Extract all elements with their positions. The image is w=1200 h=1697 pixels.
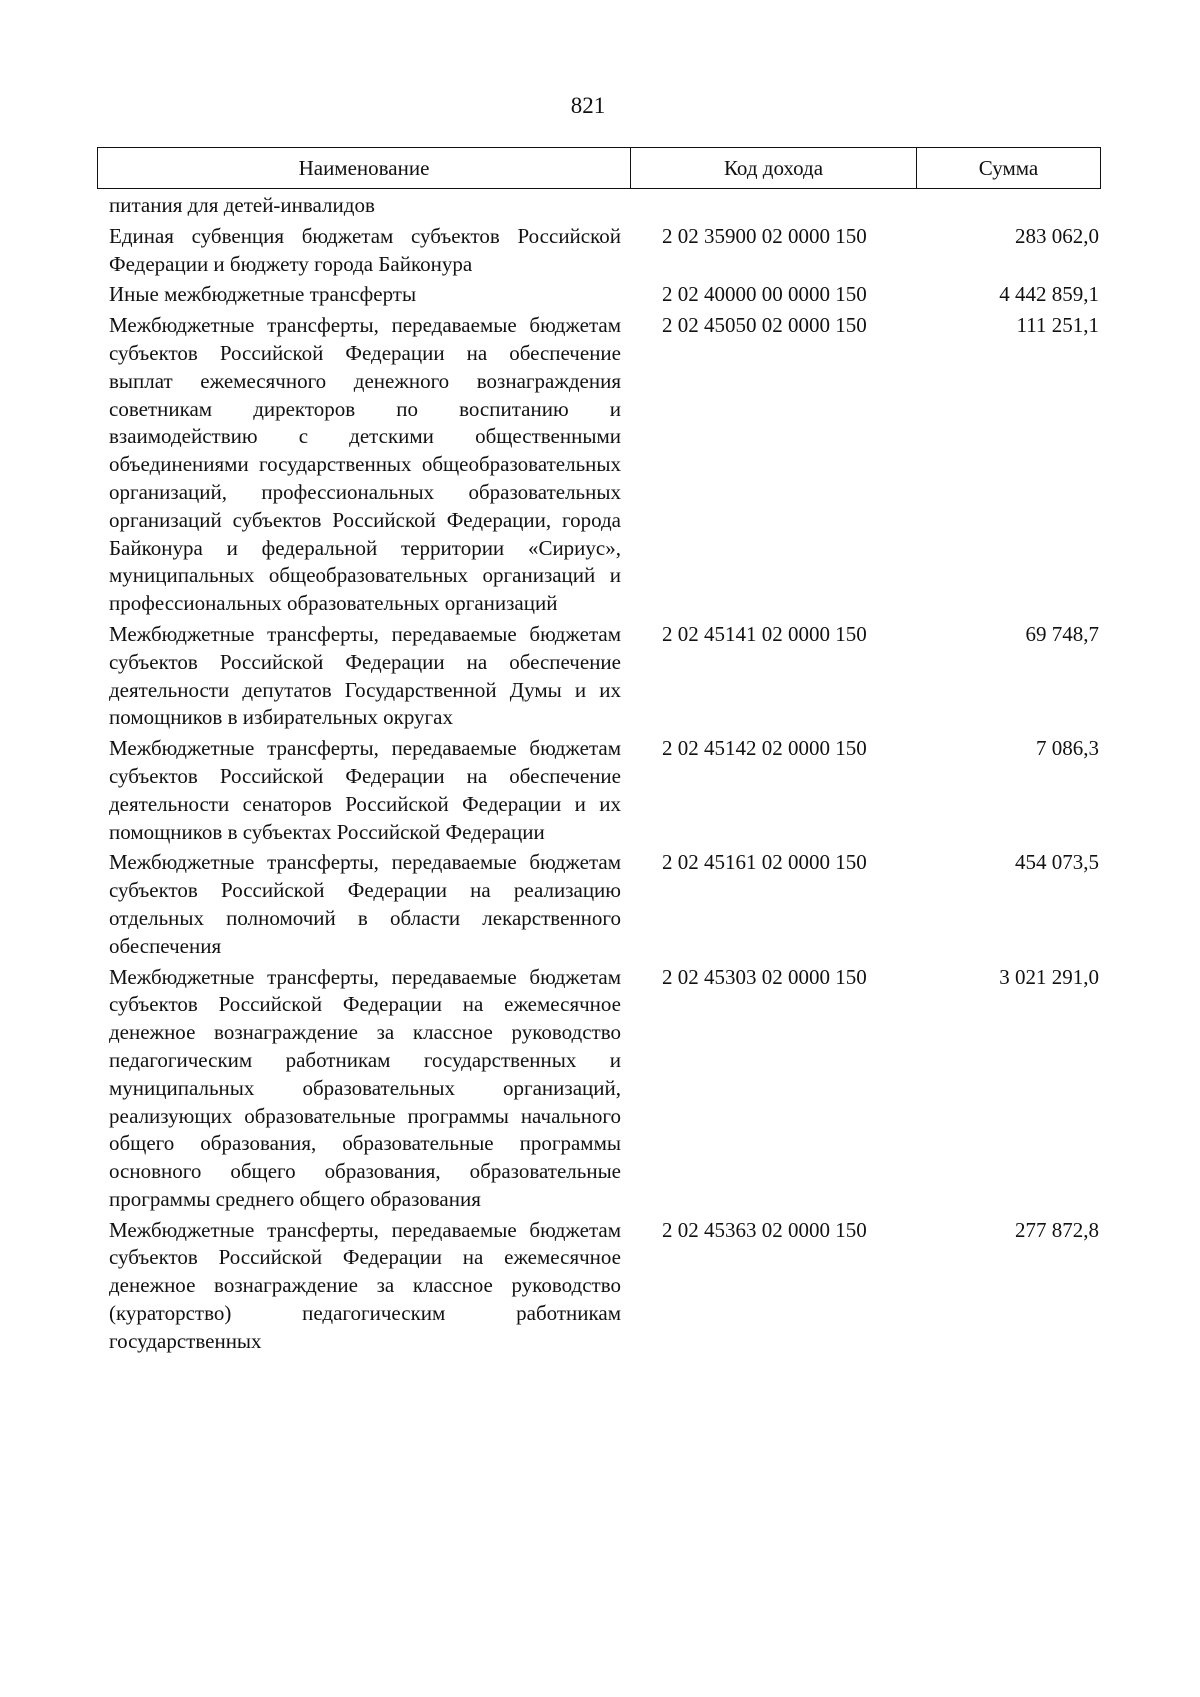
row-name: Межбюджетные трансферты, передаваемые бюджетам субъектов Российской Федерации на обеспечение деятельности депутатов Государственной Думы и их помощников в избирательных округах xyxy=(109,621,621,730)
row-code: 2 02 45142 02 0000 150 xyxy=(662,736,867,761)
row-sum: 111 251,1 xyxy=(1016,313,1099,338)
header-code: Код дохода xyxy=(631,148,917,188)
row-code: 2 02 40000 00 0000 150 xyxy=(662,282,867,307)
table-row xyxy=(109,192,1099,220)
row-code: 2 02 45050 02 0000 150 xyxy=(662,313,867,338)
row-sum: 277 872,8 xyxy=(1015,1217,1099,1242)
table-row xyxy=(109,621,1099,732)
row-sum: 69 748,7 xyxy=(1025,621,1099,646)
row-code: 2 02 45161 02 0000 150 xyxy=(662,850,867,875)
table-row xyxy=(109,964,1099,1214)
row-sum: 3 021 291,0 xyxy=(999,964,1099,989)
row-name: Единая субвенция бюджетам субъектов Российской Федерации и бюджету города Байконура xyxy=(109,223,621,276)
table-row xyxy=(109,1217,1099,1356)
row-sum: 7 086,3 xyxy=(1036,736,1099,761)
row-name: Межбюджетные трансферты, передаваемые бюджетам субъектов Российской Федерации на ежемесячное денежное вознаграждение за классное руководство (кураторство) педагогическим работникам государственных xyxy=(109,1217,621,1353)
table-header xyxy=(97,147,1101,189)
row-name: питания для детей-инвалидов xyxy=(109,193,375,217)
row-code: 2 02 45303 02 0000 150 xyxy=(662,964,867,989)
row-name: Межбюджетные трансферты, передаваемые бюджетам субъектов Российской Федерации на обеспечение деятельности сенаторов Российской Федерации и их помощников в субъектах Российской Федерации xyxy=(109,736,621,844)
table-row xyxy=(109,849,1099,960)
row-sum: 4 442 859,1 xyxy=(999,282,1099,307)
table-row xyxy=(109,281,1099,309)
row-code: 2 02 35900 02 0000 150 xyxy=(662,223,867,248)
row-sum: 283 062,0 xyxy=(1015,223,1099,248)
row-name: Межбюджетные трансферты, передаваемые бюджетам субъектов Российской Федерации на ежемесячное денежное вознаграждение за классное руководство педагогическим работникам государственных и муниципальных образовательных организаций, реализующих образовательные программы начального общего образования, образовательные программы основного общего образования, образовательные программы среднего общего образования xyxy=(109,964,621,1211)
table-body xyxy=(109,192,1099,1359)
row-code: 2 02 45363 02 0000 150 xyxy=(662,1217,867,1242)
header-sum: Сумма xyxy=(978,155,1039,180)
table-row xyxy=(109,223,1099,279)
table-row xyxy=(109,735,1099,846)
page-number: 821 xyxy=(570,93,606,118)
table-row xyxy=(109,312,1099,618)
row-code: 2 02 45141 02 0000 150 xyxy=(662,621,867,646)
header-name: Наименование xyxy=(98,148,631,188)
row-name: Межбюджетные трансферты, передаваемые бюджетам субъектов Российской Федерации на обеспечение выплат ежемесячного денежного вознаграждения советникам директоров по воспитанию и взаимодействию с детскими общественными объединениями государственных общеобразовательных организаций, профессиональных образовательных организаций субъектов Российской Федерации, города Байконура и федеральной территории «Сириус», муниципальных общеобразовательных организаций и профессиональных образовательных организаций xyxy=(109,313,621,616)
row-name: Иные межбюджетные трансферты xyxy=(109,282,417,307)
row-sum: 454 073,5 xyxy=(1015,850,1099,875)
row-name: Межбюджетные трансферты, передаваемые бюджетам субъектов Российской Федерации на реализацию отдельных полномочий в области лекарственного обеспечения xyxy=(109,850,621,958)
